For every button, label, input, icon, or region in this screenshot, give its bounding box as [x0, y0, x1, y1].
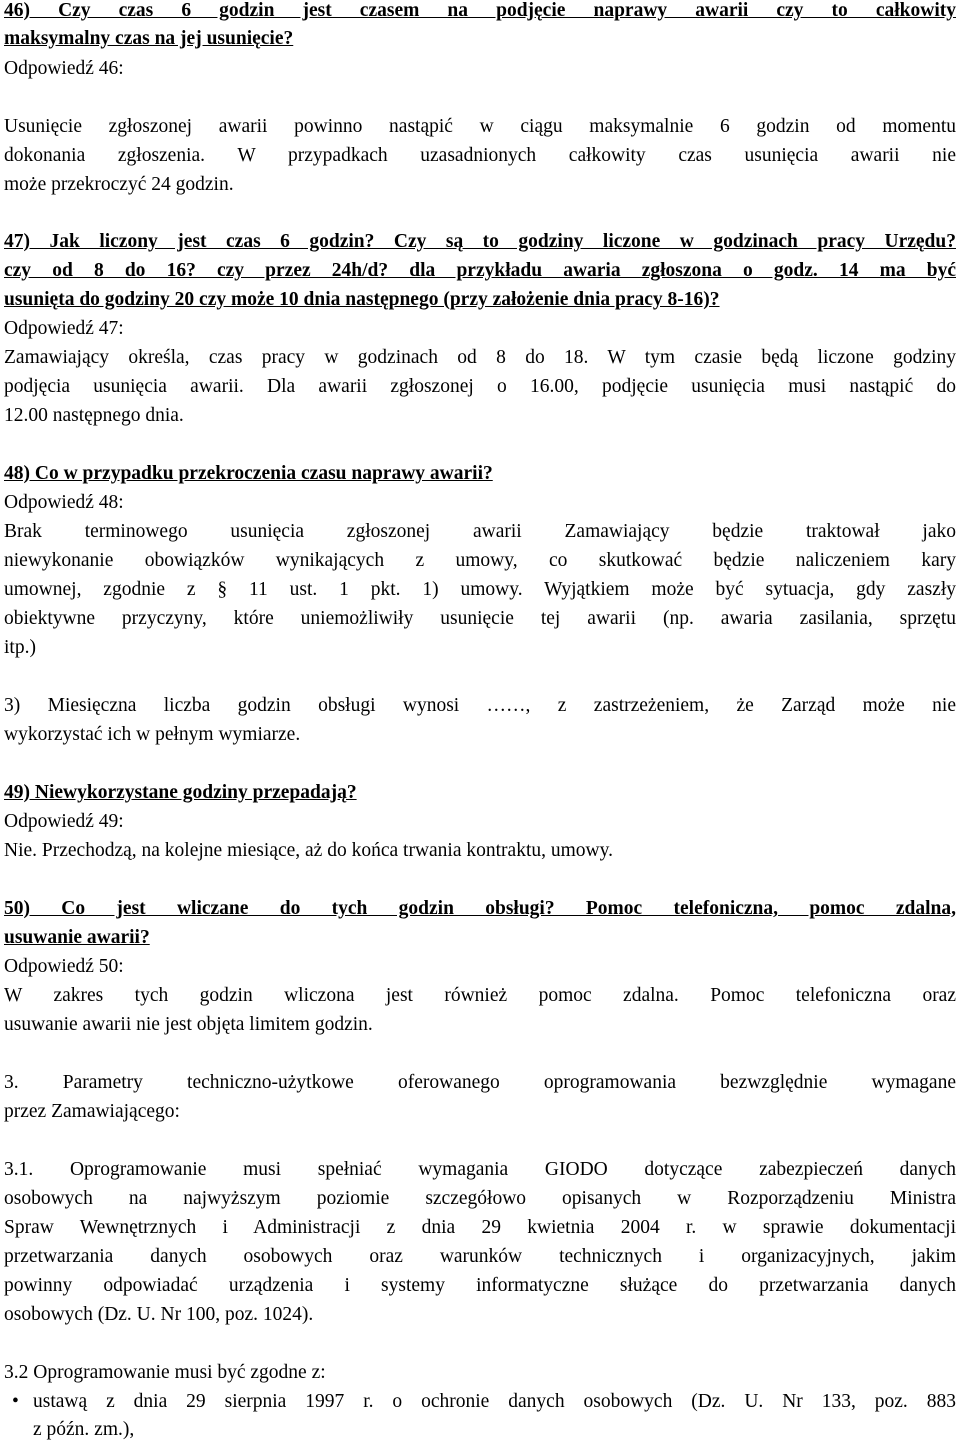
section-3-1-line-1: 3.1. Oprogramowanie musi spełniać wymagania GIODO dotyczące zabezpieczeń danych — [4, 1159, 956, 1180]
answer-46-label: Odpowiedź 46: — [4, 58, 124, 79]
answer-47-line-2: podjęcia usunięcia awarii. Dla awarii zgłoszonej o 16.00, podjęcie usunięcia musi nastąpić do — [4, 376, 956, 397]
answer-48-label: Odpowiedź 48: — [4, 492, 124, 513]
question-47-line-2: czy od 8 do 16? czy przez 24h/d? dla przykładu awaria zgłoszona o godz. 14 ma być — [4, 260, 956, 281]
answer-49-line-1: Nie. Przechodzą, na kolejne miesiące, aż do końca trwania kontraktu, umowy. — [4, 840, 613, 861]
answer-47-line-3: 12.00 następnego dnia. — [4, 405, 184, 426]
bullet-item-1-line-2: z późn. zm.), — [33, 1419, 135, 1440]
section-3-2-heading: 3.2 Oprogramowanie musi być zgodne z: — [4, 1362, 326, 1383]
bullet-item-1-line-1: ustawą z dnia 29 sierpnia 1997 r. o ochronie danych osobowych (Dz. U. Nr 133, poz. 883 — [33, 1391, 956, 1412]
question-50-line-2: usuwanie awarii? — [4, 927, 150, 948]
question-48-line-1: 48) Co w przypadku przekroczenia czasu naprawy awarii? — [4, 463, 493, 484]
question-46-line-2: maksymalny czas na jej usunięcie? — [4, 28, 294, 49]
answer-50-line-1: W zakres tych godzin wliczona jest również pomoc zdalna. Pomoc telefoniczna oraz — [4, 985, 956, 1006]
answer-46-line-2: dokonania zgłoszenia. W przypadkach uzasadnionych całkowity czas usunięcia awarii nie — [4, 145, 956, 166]
paragraph-3-line-2: wykorzystać ich w pełnym wymiarze. — [4, 724, 301, 745]
section-3-1-line-6: osobowych (Dz. U. Nr 100, poz. 1024). — [4, 1304, 314, 1325]
answer-47-line-1: Zamawiający określa, czas pracy w godzinach od 8 do 18. W tym czasie będą liczone godziny — [4, 347, 956, 368]
question-47-line-3: usunięta do godziny 20 czy może 10 dnia następnego (przy założenie dnia pracy 8-16)? — [4, 289, 720, 310]
answer-49-label: Odpowiedź 49: — [4, 811, 124, 832]
answer-46-line-1: Usunięcie zgłoszonej awarii powinno nastąpić w ciągu maksymalnie 6 godzin od momentu — [4, 116, 956, 137]
answer-48-line-2: niewykonanie obowiązków wynikających z umowy, co skutkować będzie naliczeniem kary — [4, 550, 956, 571]
section-3-1-line-3: Spraw Wewnętrznych i Administracji z dnia 29 kwietnia 2004 r. w sprawie dokumentacji — [4, 1217, 956, 1238]
answer-50-line-2: usuwanie awarii nie jest objęta limitem godzin. — [4, 1014, 373, 1035]
question-49-line-1: 49) Niewykorzystane godziny przepadają? — [4, 782, 357, 803]
paragraph-3-line-1: 3) Miesięczna liczba godzin obsługi wynosi ……, z zastrzeżeniem, że Zarząd może nie — [4, 695, 956, 716]
section-3-line-1: 3. Parametry techniczno-użytkowe oferowanego oprogramowania bezwzględnie wymagane — [4, 1072, 956, 1093]
answer-48-line-4: obiektywne przyczyny, które uniemożliwiły usunięcie tej awarii (np. awaria zasilania, sprzętu — [4, 608, 956, 629]
section-3-1-line-5: powinny odpowiadać urządzenia i systemy informatyczne służące do przetwarzania danych — [4, 1275, 956, 1296]
answer-47-label: Odpowiedź 47: — [4, 318, 124, 339]
section-3-line-2: przez Zamawiającego: — [4, 1101, 180, 1122]
question-47-line-1: 47) Jak liczony jest czas 6 godzin? Czy są to godziny liczone w godzinach pracy Urzędu? — [4, 231, 956, 252]
bullet-marker: • — [12, 1391, 19, 1412]
answer-46-line-3: może przekroczyć 24 godzin. — [4, 174, 234, 195]
section-3-1-line-2: osobowych na najwyższym poziomie szczegółowo opisanych w Rozporządzeniu Ministra — [4, 1188, 956, 1209]
answer-48-line-5: itp.) — [4, 637, 36, 658]
question-50-line-1: 50) Co jest wliczane do tych godzin obsługi? Pomoc telefoniczna, pomoc zdalna, — [4, 898, 956, 919]
section-3-1-line-4: przetwarzania danych osobowych oraz warunków technicznych i organizacyjnych, jakim — [4, 1246, 956, 1267]
answer-48-line-3: umownej, zgodnie z § 11 ust. 1 pkt. 1) umowy. Wyjątkiem może być sytuacja, gdy zaszły — [4, 579, 956, 600]
question-46-line-1: 46) Czy czas 6 godzin jest czasem na podjęcie naprawy awarii czy to całkowity — [4, 0, 956, 21]
answer-50-label: Odpowiedź 50: — [4, 956, 124, 977]
answer-48-line-1: Brak terminowego usunięcia zgłoszonej awarii Zamawiający będzie traktował jako — [4, 521, 956, 542]
